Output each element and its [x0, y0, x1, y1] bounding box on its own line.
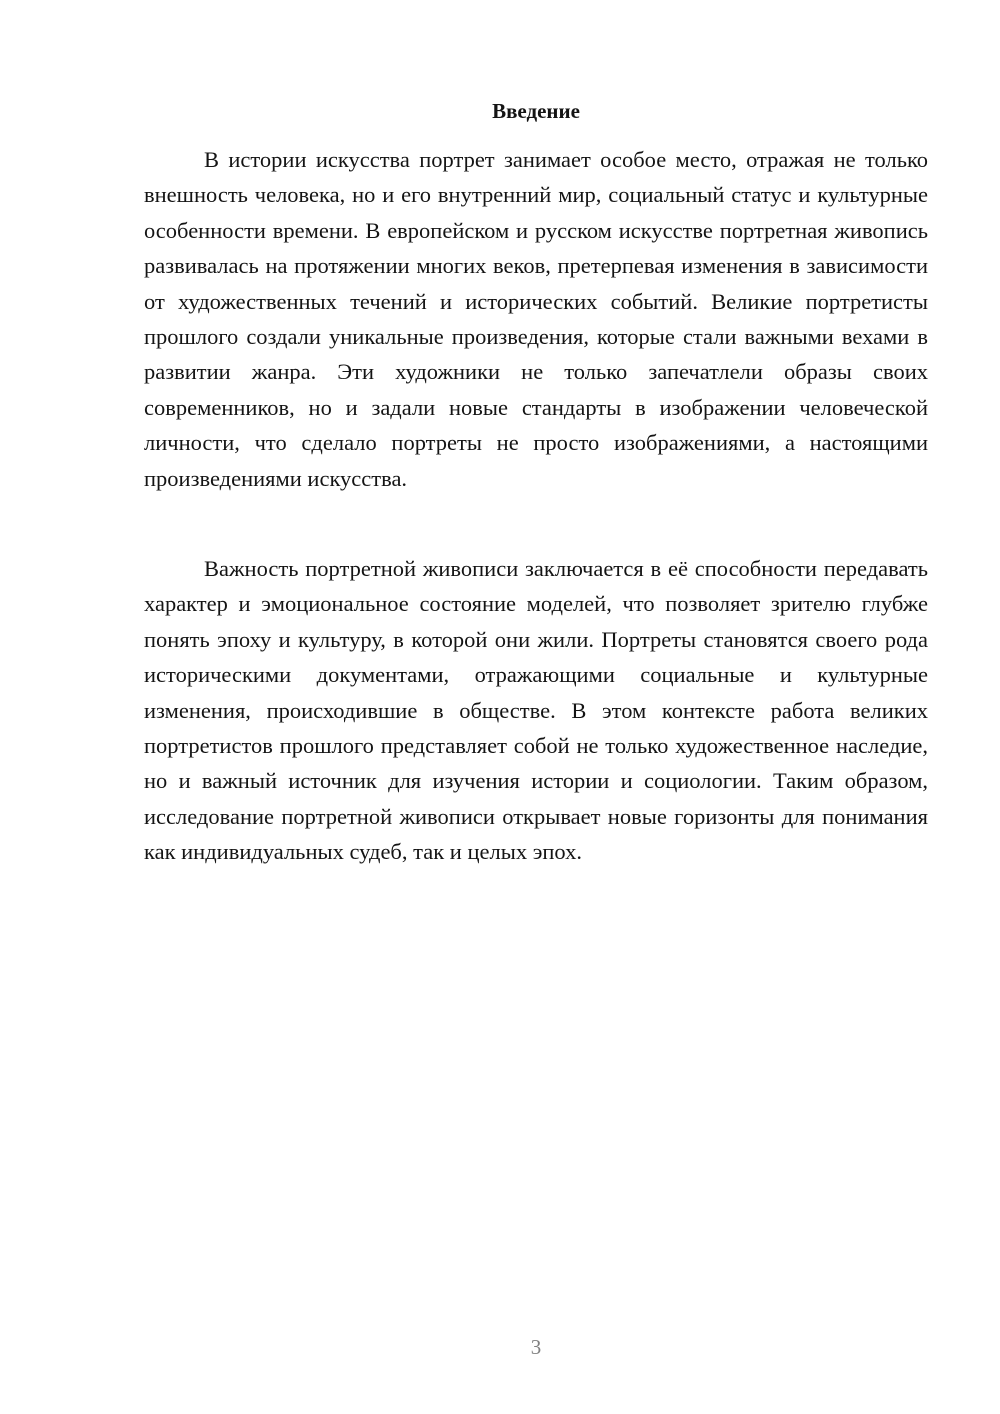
paragraph-introduction-1: В истории искусства портрет занимает особое место, отражая не только внешность человека, но и его внутренний мир, социальный статус и культурные особенности времени. В европейском и русском искусстве портретная живопись развивалась на протяжении многих веков, претерпевая изменения в зависимости от художественных течений и исторических событий. Великие портретисты прошлого создали уникальные произведения, которые стали важными вехами в развитии жанра. Эти художники не только запечатлели образы своих современников, но и задали новые стандарты в изображении человеческой личности, что сделало портреты не просто изображениями, а настоящими произведениями искусства. [144, 147, 928, 491]
page-number: 3 [530, 1335, 542, 1359]
section-title: Введение [492, 99, 580, 123]
paragraph-introduction-2: Важность портретной живописи заключается в её способности передавать характер и эмоциональное состояние моделей, что позволяет зрителю глубже понять эпоху и культуру, в которой они жили. Портреты становятся своего рода историческими документами, отражающими социальные и культурные изменения, происходившие в обществе. В этом контексте работа великих портретистов прошлого представляет собой не только художественное наследие, но и важный источник для изучения истории и социологии. Таким образом, исследование портретной живописи открывает новые горизонты для понимания как индивидуальных судеб, так и целых эпох. [144, 556, 928, 865]
